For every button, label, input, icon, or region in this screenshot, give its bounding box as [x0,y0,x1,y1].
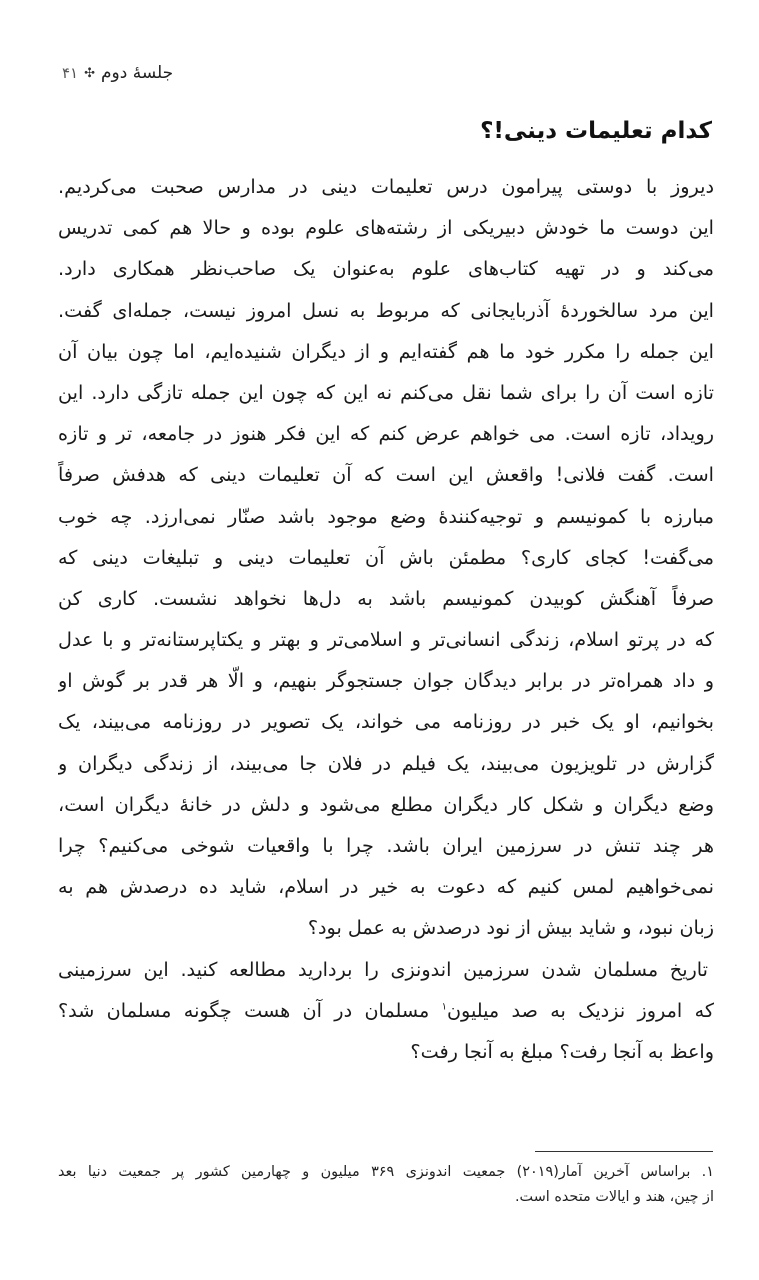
footnote-line: ۱. براساس آخرین آمار(۲۰۱۹) جمعیت اندونزی ۳۶۹ میلیون و چهارمین کشور پر جمعیت دنیا بعد [58,1164,714,1180]
text-line: مبارزه با کمونیسم و توجیه‌کنندهٔ وضع موجود باشد صنّار نمی‌ارزد. چه خوب [58,504,714,528]
text-line: می‌گفت! کجای کاری؟ مطمئن باش آن تعلیمات دینی و تبلیغات دینی که [58,545,714,569]
text-line: رویداد، تازه است. می خواهم عرض کنم که این فکر هنوز در جامعه، تر و تازه [58,422,714,446]
text-line: هر چند تنش در سرزمین ایران باشد. چرا با واقعیات شوخی می‌کنیم؟ چرا [58,834,714,857]
text-line: است. گفت فلانی! واقعش این است که آن تعلیمات دینی که هدفش صرفاً [58,463,714,487]
text-line: تاریخ مسلمان شدن سرزمین اندونزی را بردارید مطالعه کنید. این سرزمینی [58,957,708,981]
text-line: تازه است آن را برای شما نقل می‌کنم نه این که چون این جمله تازگی دارد. این [58,380,714,404]
text-line: این جمله را مکرر خود ما هم گفته‌ایم و از دیگران شنیده‌ایم، اما چون بیان آن [58,339,714,363]
text-line: می‌کند و در تهیه کتاب‌های علوم به‌عنوان یک صاحب‌نظر همکاری دارد. [58,257,714,281]
chapter-title: جلسهٔ دوم [101,63,174,83]
text-line: این مرد سالخوردهٔ آذربایجانی که مربوط به نسل امروز نیست، جمله‌ای گفت. [58,298,714,322]
text-segment: مسلمان در آن هست چگونه مسلمان شد؟ [58,998,430,1022]
page-number: ۴۱ [62,64,79,82]
text-line: نمی‌خواهیم لمس کنیم که دعوت به خیر در اسلام، شاید ده درصدش هم به [58,875,714,899]
footnote [58,1160,714,1210]
text-line: و داد همراه‌تر در برابر دیدگان جوان جستجوگر بنهیم، و الّا هر قدر بر گوش او [58,669,714,693]
running-head [62,63,173,83]
footnote-line: از چین، هند و ایالات متحده است. [514,1189,714,1205]
text-line: گزارش در تلویزیون می‌بیند، یک فیلم در فلان جا می‌بیند، از زندگی دیگران و [58,751,714,775]
text-line: زبان نبود، و شاید بیش از نود درصدش به عمل بود؟ [307,916,714,940]
section-heading: کدام تعلیمات دینی!؟ [480,118,712,144]
text-line-with-footnote [58,990,714,1031]
text-line: این دوست ما خودش دبیریکی از رشته‌های علوم بوده و حالا هم کمی تدریس [58,216,714,240]
text-line: که در پرتو اسلام، زندگی انسانی‌تر و اسلامی‌تر و بهتر و یکتاپرستانه‌تر و با عدل [58,628,714,652]
footnote-divider [535,1151,713,1152]
text-segment: که امروز نزدیک به صد میلیون [446,998,714,1022]
ornament-icon: ✣ [84,65,96,81]
footnote-marker[interactable]: ۱ [441,1001,447,1013]
text-line: وضع دیگران و شکل کار دیگران مطلع می‌شود و دلش در خانهٔ دیگران است، [58,792,714,816]
text-line: صرفاً آهنگش کوبیدن کمونیسم باشد به دل‌ها نخواهد نشست. کاری کن [58,586,714,610]
body-text [58,166,714,1072]
text-line: واعظ به آنجا رفت؟ مبلغ به آنجا رفت؟ [410,1039,714,1063]
text-line: بخوانیم، او یک خبر در روزنامه می خواند، یک تصویر در روزنامه می‌بیند، یک [58,710,714,734]
text-line: دیروز با دوستی پیرامون درس تعلیمات دینی در مدارس صحبت می‌کردیم. [58,175,714,198]
